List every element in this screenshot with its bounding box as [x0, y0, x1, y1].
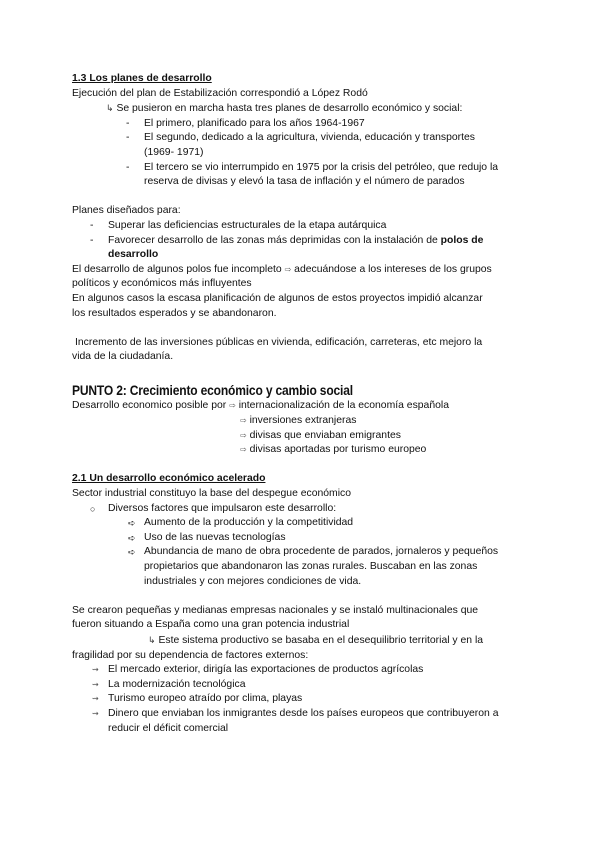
arrow-bullet-icon: ⇝ [92, 708, 99, 718]
factor-item-4: ⇨ divisas aportadas por turismo europeo [240, 444, 427, 456]
punto-2-heading: PUNTO 2: Crecimiento económico y cambio social [72, 382, 353, 399]
section-2-1-heading: 2.1 Un desarrollo económico acelerado [72, 473, 266, 485]
arrow-bullet-icon: ➪ [128, 547, 136, 558]
arrow-bullet-icon: ⇝ [92, 694, 99, 704]
plan-item-3: - El tercero se vio interrumpido en 1975 por la crisis del petróleo, que redujo la [72, 161, 542, 176]
section-1-3-heading: 1.3 Los planes de desarrollo [72, 73, 212, 84]
factor-item-2: ⇨ inversiones extranjeras [240, 415, 357, 427]
external-item-2: ⇝ La modernización tecnológica [72, 678, 542, 693]
poles-line-cont: políticos y económicos más influyentes [72, 278, 252, 290]
growth-item-2: ➪ Uso de las nuevas tecnologías [72, 531, 542, 546]
dash-bullet: - [126, 161, 130, 173]
external-item-4: ⇝ Dinero que enviaban los inmigrantes desde los países europeos que contribuyeron a [72, 707, 542, 722]
external-item-1: ⇝ El mercado exterior, dirigía las exportaciones de productos agrícolas [72, 663, 542, 678]
section-2-1-intro: Sector industrial constituyo la base del despegue económico [72, 488, 351, 500]
growth-item-1: ➪ Aumento de la producción y la competitividad [72, 516, 542, 531]
arrow-circle-icon: ⇨ [240, 445, 247, 455]
growth-item-3-cont-2: industriales y con mejores condiciones de vida. [144, 575, 362, 587]
arrow-bullet-icon: ➪ [128, 518, 136, 529]
plan-item-2-cont: (1969- 1971) [144, 146, 204, 158]
dash-bullet: - [90, 234, 94, 246]
hollow-circle-bullet: ○ [90, 503, 96, 514]
growth-item-3-cont: propietarios que abandonaron las zonas rurales. Buscaban en las zonas [144, 561, 478, 572]
cases-line-cont: los resultados esperados y se abandonaron. [72, 307, 277, 319]
external-item-3: ⇝ Turismo europeo atraído por clima, playas [72, 692, 542, 707]
arrow-circle-icon: ⇨ [240, 416, 247, 426]
arrow-bullet-icon: ➪ [128, 532, 136, 543]
growth-item-3: ➪ Abundancia de mano de obra procedente de parados, jornaleros y pequeños [72, 545, 542, 560]
companies-line: Se crearon pequeñas y medianas empresas nacionales y se instaló multinacionales que [72, 604, 479, 616]
external-item-4-cont: reducir el déficit comercial [108, 722, 229, 734]
plan-item-2: - El segundo, dedicado a la agricultura, vivienda, educación y transportes [72, 131, 542, 146]
plans-arrow-line: ↳ Se pusieron en marcha hasta tres planes de desarrollo económico y social: [106, 103, 463, 115]
punto-2-lead-line: Desarrollo economico posible por ⇨ internacionalización de la economía española [72, 400, 449, 412]
aim-item-2-cont: desarrollo [108, 249, 159, 261]
designed-for-label: Planes diseñados para: [72, 205, 181, 217]
plan-item-3-cont: reserva de divisas y elevó la tasa de inflación y el número de parados [144, 176, 465, 188]
investment-line-cont: vida de la ciudadanía. [72, 351, 174, 363]
document-page [72, 72, 542, 736]
arrow-circle-icon: ⇨ [284, 264, 292, 274]
dash-bullet: - [90, 219, 94, 231]
factors-lead: ○ Diversos factores que impulsaron este desarrollo: [72, 502, 542, 517]
system-line-cont: fragilidad por su dependencia de factores externos: [72, 649, 309, 661]
system-line: ↳ Este sistema productivo se basaba en el desequilibrio territorial y en la [148, 634, 484, 646]
plan-item-1: - El primero, planificado para los años 1964-1967 [72, 117, 542, 132]
companies-line-cont: fueron situando a España como una gran potencia industrial [72, 619, 350, 631]
return-arrow-icon: ↳ [106, 103, 114, 114]
section-1-3-intro: Ejecución del plan de Estabilización correspondió a López Rodó [72, 87, 368, 99]
arrow-circle-icon: ⇨ [229, 401, 236, 411]
poles-line: El desarrollo de algunos polos fue incompleto ⇨ adecuándose a los intereses de los grupos [72, 263, 492, 275]
dash-bullet: - [126, 117, 130, 129]
cases-line: En algunos casos la escasa planificación de algunos de estos proyectos impidió alcanzar [72, 292, 483, 304]
arrow-bullet-icon: ⇝ [92, 665, 99, 675]
arrow-bullet-icon: ⇝ [92, 679, 99, 689]
aim-item-1: - Superar las deficiencias estructurales de la etapa autárquica [72, 219, 542, 234]
investment-line: Incremento de las inversiones públicas en vivienda, edificación, carreteras, etc mejoro la [75, 336, 483, 348]
return-arrow-icon: ↳ [148, 634, 156, 645]
factor-item-3: ⇨ divisas que enviaban emigrantes [240, 429, 401, 441]
aim-item-2: - Favorecer desarrollo de las zonas más deprimidas con la instalación de polos de [72, 234, 542, 249]
arrow-circle-icon: ⇨ [240, 430, 247, 440]
dash-bullet: - [126, 132, 130, 144]
